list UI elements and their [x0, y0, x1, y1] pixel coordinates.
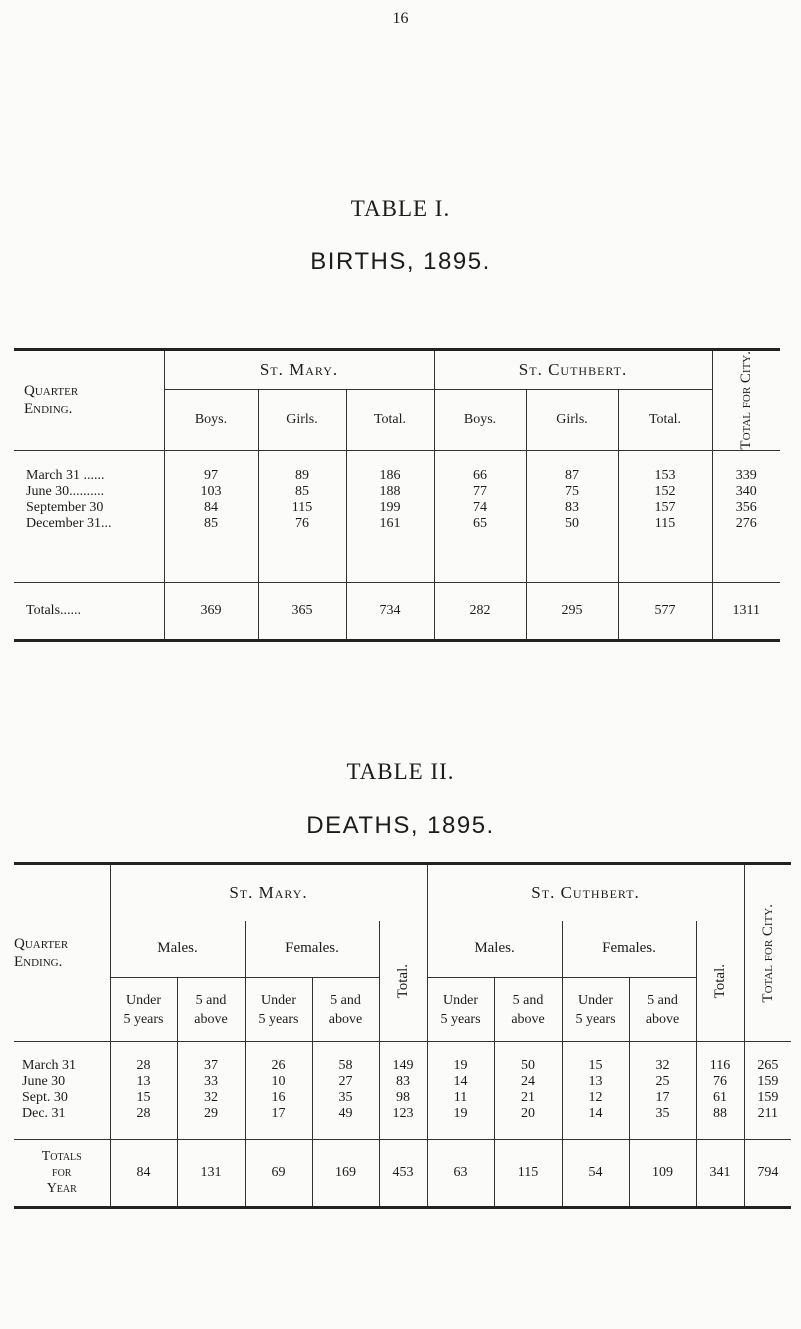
cell: 153	[618, 468, 712, 484]
cell: 88	[696, 1106, 744, 1122]
totals-label: Totals for Year	[14, 1140, 110, 1208]
cell: 794	[744, 1140, 791, 1208]
cell: 115	[258, 500, 346, 516]
cell: 115	[494, 1140, 562, 1208]
table-row	[14, 484, 780, 500]
cell: 188	[346, 484, 434, 500]
cell: 84	[110, 1140, 177, 1208]
table-1-subtitle: BIRTHS, 1895.	[310, 248, 491, 275]
cell: 97	[164, 468, 258, 484]
cell: 16	[245, 1090, 312, 1106]
cell: 282	[434, 582, 526, 640]
table-row	[14, 500, 780, 516]
cell: 76	[696, 1074, 744, 1090]
cell: 50	[526, 516, 618, 532]
cell: 33	[177, 1074, 245, 1090]
cell: 24	[494, 1074, 562, 1090]
cell: 186	[346, 468, 434, 484]
cell: 13	[562, 1074, 629, 1090]
totals-label: Totals......	[14, 582, 164, 640]
cell: 14	[427, 1074, 494, 1090]
cell: 14	[562, 1106, 629, 1122]
cell: 115	[618, 516, 712, 532]
cell: 58	[312, 1058, 379, 1074]
st-mary-header: St. Mary.	[110, 864, 427, 921]
under-5-years-header: Under 5 years	[427, 978, 494, 1042]
cell: 10	[245, 1074, 312, 1090]
total-header: Total.	[618, 390, 712, 450]
5-and-above-header: 5 and above	[629, 978, 696, 1042]
table-2-title: TABLE II.	[346, 759, 455, 784]
totals-row	[14, 582, 780, 640]
cell: 103	[164, 484, 258, 500]
cell: 341	[696, 1140, 744, 1208]
cell: 66	[434, 468, 526, 484]
boys-header: Boys.	[434, 390, 526, 450]
table-row	[14, 1090, 791, 1106]
cell: 577	[618, 582, 712, 640]
females-header: Females.	[562, 921, 696, 978]
cell: 13	[110, 1074, 177, 1090]
under-5-years-header: Under 5 years	[245, 978, 312, 1042]
cell: 17	[245, 1106, 312, 1122]
quarter-ending-header: Quarter Ending.	[14, 350, 164, 451]
cell: 49	[312, 1106, 379, 1122]
quarter-ending-header: Quarter Ending.	[14, 864, 110, 1042]
table-1-title: TABLE I.	[350, 196, 451, 221]
totals-row	[14, 1140, 791, 1208]
cell: 159	[744, 1074, 791, 1090]
cell: 37	[177, 1058, 245, 1074]
cell: 77	[434, 484, 526, 500]
girls-header: Girls.	[258, 390, 346, 450]
cell: 116	[696, 1058, 744, 1074]
boys-header: Boys.	[164, 390, 258, 450]
cell: 69	[245, 1140, 312, 1208]
5-and-above-header: 5 and above	[177, 978, 245, 1042]
cell: 61	[696, 1090, 744, 1106]
cell: 152	[618, 484, 712, 500]
total-for-city-header: Total for City.	[744, 864, 791, 1042]
cell: 20	[494, 1106, 562, 1122]
st-mary-header: St. Mary.	[164, 350, 434, 390]
cell: 74	[434, 500, 526, 516]
cell: 1311	[712, 582, 780, 640]
cell: 28	[110, 1058, 177, 1074]
table-row	[14, 1058, 791, 1074]
cell: 157	[618, 500, 712, 516]
page-number: 16	[392, 10, 409, 27]
cell: 21	[494, 1090, 562, 1106]
cell: 340	[712, 484, 780, 500]
girls-header: Girls.	[526, 390, 618, 450]
cell: 84	[164, 500, 258, 516]
st-cuthbert-header: St. Cuthbert.	[434, 350, 712, 390]
cell: 85	[258, 484, 346, 500]
cell: 169	[312, 1140, 379, 1208]
row-label: September 30	[26, 500, 104, 516]
cell: 149	[379, 1058, 427, 1074]
5-and-above-header: 5 and above	[494, 978, 562, 1042]
row-label: Sept. 30	[22, 1089, 68, 1105]
table-row	[14, 1074, 791, 1090]
row-label: December 31...	[26, 516, 112, 532]
males-header: Males.	[427, 921, 562, 978]
row-label: March 31	[22, 1057, 77, 1073]
cell: 734	[346, 582, 434, 640]
cell: 27	[312, 1074, 379, 1090]
cell: 87	[526, 468, 618, 484]
total-header: Total.	[696, 921, 744, 1042]
cell: 85	[164, 516, 258, 532]
cell: 26	[245, 1058, 312, 1074]
females-header: Females.	[245, 921, 379, 978]
deaths-table	[14, 862, 791, 1209]
5-and-above-header: 5 and above	[312, 978, 379, 1042]
cell: 50	[494, 1058, 562, 1074]
table-2-subtitle: DEATHS, 1895.	[306, 812, 495, 839]
cell: 276	[712, 516, 780, 532]
under-5-years-header: Under 5 years	[562, 978, 629, 1042]
cell: 28	[110, 1106, 177, 1122]
cell: 54	[562, 1140, 629, 1208]
row-label: June 30	[22, 1073, 66, 1089]
cell: 265	[744, 1058, 791, 1074]
cell: 161	[346, 516, 434, 532]
cell: 109	[629, 1140, 696, 1208]
total-for-city-header: Total for City.	[712, 350, 780, 451]
cell: 356	[712, 500, 780, 516]
cell: 19	[427, 1106, 494, 1122]
cell: 159	[744, 1090, 791, 1106]
cell: 199	[346, 500, 434, 516]
cell: 65	[434, 516, 526, 532]
under-5-years-header: Under 5 years	[110, 978, 177, 1042]
cell: 29	[177, 1106, 245, 1122]
cell: 83	[379, 1074, 427, 1090]
total-header: Total.	[346, 390, 434, 450]
cell: 83	[526, 500, 618, 516]
cell: 131	[177, 1140, 245, 1208]
cell: 339	[712, 468, 780, 484]
row-label: Dec. 31	[22, 1105, 66, 1121]
cell: 76	[258, 516, 346, 532]
males-header: Males.	[110, 921, 245, 978]
cell: 32	[629, 1058, 696, 1074]
cell: 12	[562, 1090, 629, 1106]
table-row	[14, 516, 780, 532]
cell: 365	[258, 582, 346, 640]
cell: 63	[427, 1140, 494, 1208]
cell: 15	[110, 1090, 177, 1106]
cell: 369	[164, 582, 258, 640]
total-header: Total.	[379, 921, 427, 1042]
row-label: March 31 ......	[26, 468, 105, 484]
cell: 35	[312, 1090, 379, 1106]
cell: 75	[526, 484, 618, 500]
births-table	[14, 348, 780, 642]
cell: 211	[744, 1106, 791, 1122]
st-cuthbert-header: St. Cuthbert.	[427, 864, 744, 921]
cell: 123	[379, 1106, 427, 1122]
cell: 89	[258, 468, 346, 484]
cell: 98	[379, 1090, 427, 1106]
cell: 453	[379, 1140, 427, 1208]
cell: 35	[629, 1106, 696, 1122]
row-label: June 30..........	[26, 484, 105, 500]
table-row	[14, 468, 780, 484]
cell: 11	[427, 1090, 494, 1106]
cell: 295	[526, 582, 618, 640]
cell: 32	[177, 1090, 245, 1106]
table-row	[14, 1106, 791, 1122]
cell: 19	[427, 1058, 494, 1074]
cell: 25	[629, 1074, 696, 1090]
cell: 15	[562, 1058, 629, 1074]
cell: 17	[629, 1090, 696, 1106]
